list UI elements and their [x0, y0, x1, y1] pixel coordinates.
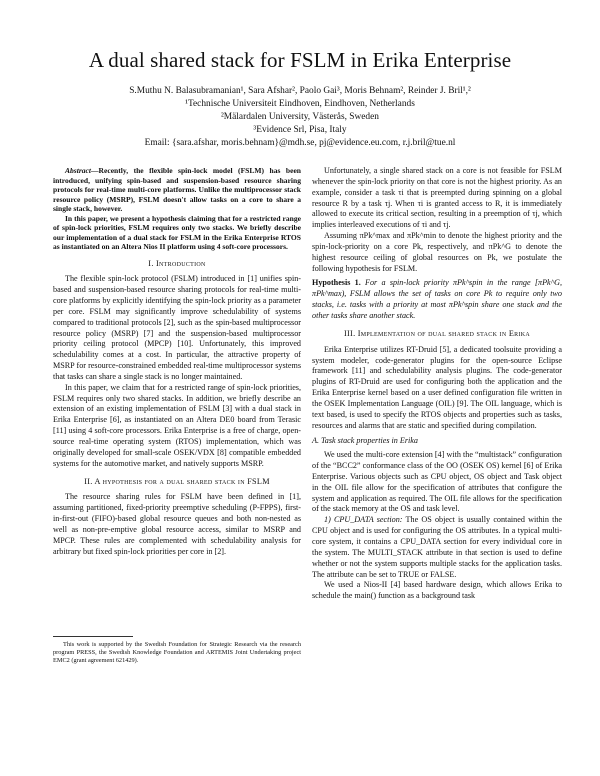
- footnote-text: This work is supported by the Swedish Foundation for Strategic Research via the research program PRESS, the Swedish Knowledge Foundation and ARTEMIS Joint Undertaking project EMC2 (grant agreement 621429).: [53, 641, 301, 664]
- hypothesis-section-paragraph-1: The resource sharing rules for FSLM have been defined in [1], assuming partitioned, fixed-priority preemptive scheduling (P-FPPS), first-in-first-out (FIFO)-based global resource queues and both non-nested as well as non-pre-emptive global resource access, similar to MSRP and MPCP. These rules are complemented with schedulability analysis for arbitrary but fixed spin-lock priorities per core in [2].: [53, 492, 301, 556]
- abstract-paragraph-1: —Recently, the flexible spin-lock model (FSLM) has been introduced, unifying spin-based and suspension-based resource sharing protocols for real-time multi-core platforms. Unlike the multiprocessor stack resource policy (MSRP), FSLM doesn't allow tasks on a core to share a single stack, however.: [53, 166, 301, 213]
- abstract: [53, 166, 301, 252]
- affiliation-3: ³Evidence Srl, Pisa, Italy: [253, 125, 347, 135]
- hypothesis-label: Hypothesis 1.: [312, 278, 361, 288]
- author-names: S.Muthu N. Balasubramanian¹, Sara Afshar², Paolo Gai³, Moris Behnam², Reinder J. Bril¹,²: [129, 86, 471, 96]
- implementation-paragraph-1: Erika Enterprise utilizes RT-Druid [5], a dedicated toolsuite providing a system modeler, code-generator plugins for the open-source Eclipse framework [11] and schedulability analysis plugins. The code-generator plugins of RT-Druid are used for configuring both the application and the Erika Enterprise kernel based on a user defined configuration file written in the OSEK Implementation Language (OIL) [9]. The OIL language, which is text based, is used to specify the RTOS objects and properties such as tasks, resources and alarms that are static and specified during compilation.: [312, 344, 562, 430]
- section-heading-introduction: I. Introduction: [148, 258, 206, 268]
- abstract-lead: Abstract: [65, 166, 91, 175]
- right-paragraph-1: Unfortunately, a single shared stack on a core is not feasible for FSLM whenever the spin-lock priority on that core is not the highest priority. As an example, consider a task τi that is preempted during spinning on a global resource R by a task τj. When τi is granted access to R, it is immediately allowed to execute its critical section, resulting in a preemption of τj, which implies interleaved executions of τi and τj.: [312, 166, 562, 230]
- cpu-data-paragraph: [312, 515, 562, 580]
- subsection-heading-task-stack: A. Task stack properties in Erika: [312, 436, 418, 446]
- hypothesis-statement: [312, 278, 562, 321]
- author-emails: Email: {sara.afshar, moris.behnam}@mdh.se, pj@evidence.eu.com, r.j.bril@tue.nl: [144, 138, 456, 148]
- intro-paragraph-2: In this paper, we claim that for a restricted range of spin-lock priorities, FSLM requires only two shared stacks. In addition, we briefly describe an extension of an existing implementation of FSLM [3] with a dual stack in Erika Enterprise [6], as instantiated on an Altera DE0 board from Terasic [11] using 4 soft-core processors. Erika Enterprise is a free of charge, open-source real-time operating system (RTOS) implementation, which was originally developed for small-scale OSEK/VDX [8] compatible embedded systems for the automotive market, and natively supports MSRP.: [53, 382, 301, 468]
- section-heading-hypothesis: II. A hypothesis for a dual shared stack in FSLM: [84, 476, 270, 486]
- nios-paragraph: We used a Nios-II [4] based hardware design, which allows Erika to schedule the main() function as a background task: [312, 580, 562, 601]
- intro-paragraph-1: The flexible spin-lock protocol (FSLM) introduced in [1] unifies spin-based and suspension-based resource sharing protocols for real-time multi-core platforms by explicitly identifying the spin-lock priority as a parameter per core. FSLM may significantly improve schedulability of systems compared to traditional protocols [2], such as the spin-based multiprocessor resource policy (MSRP) [7] and the suspension-based multiprocessor priority ceiling protocol (MPCP) [10]. Unfortunately, this improved schedulability comes at a cost. In particular, the attractive property of MSRP for resource-constrained embedded real-time multiprocessor systems that tasks can share a single stack is no longer maintained.: [53, 274, 301, 381]
- section-heading-implementation: III. Implementation of dual shared stack in Erika: [343, 328, 531, 338]
- footnote: [53, 636, 301, 665]
- paper-title: A dual shared stack for FSLM in Erika Enterprise: [88, 48, 512, 72]
- hypothesis-body: For a spin-lock priority πPk^spin in the range [πPk^G, πPk^max), FSLM allows the set of tasks on core Pk to require only two stacks, i.e. tasks with a priority at most πPk^spin share one stack and the other tasks share another stack.: [312, 278, 562, 320]
- cpu-data-text: The OS object is usually contained within the CPU object and is used for configuring the OS attributes. In a typical multi-core system, it contains a CPU_DATA section for every individual core in the system. The MULTI_STACK attribute in that section is used to define whether or not the system supports multiple stacks for the application tasks. The attribute can be set to TRUE or FALSE.: [312, 515, 563, 579]
- cpu-data-lead: 1) CPU_DATA section:: [324, 515, 403, 525]
- affiliation-2: ²Mälardalen University, Västerås, Sweden: [221, 112, 379, 122]
- right-column: [312, 166, 562, 602]
- left-column: [53, 166, 301, 557]
- affiliation-1: ¹Technische Universiteit Eindhoven, Eindhoven, Netherlands: [185, 99, 415, 109]
- footnote-rule: [53, 636, 133, 637]
- abstract-paragraph-2: In this paper, we present a hypothesis claiming that for a restricted range of spin-lock priorities, FSLM requires only two stacks. We briefly describe our implementation of a dual stack for FSLM in the Erika Enterprise RTOS as instantiated on an Altera Nios II platform using 4 soft-core processors.: [53, 213, 301, 251]
- right-paragraph-2: Assuming πPk^max and πPk^min to denote the highest priority and the spin-lock-priority on a core Pk, respectively, and πPk^G to denote the highest resource ceiling of global resources on Pk, we postulate the following hypothesis for FSLM.: [312, 231, 562, 273]
- author-block: [0, 85, 600, 150]
- task-stack-paragraph-1: We used the multi-core extension [4] with the “multistack” configuration of the “BCC2” conformance class of the OO (OSEK OS) kernel [6] of Erika Enterprise. Various objects such as CPU object, OS object and Task object in the OIL file allow for the specification of attributes that configure the system and application as required. The OIL file allows for the specification of the stack memory at the OS and task level.: [312, 450, 562, 514]
